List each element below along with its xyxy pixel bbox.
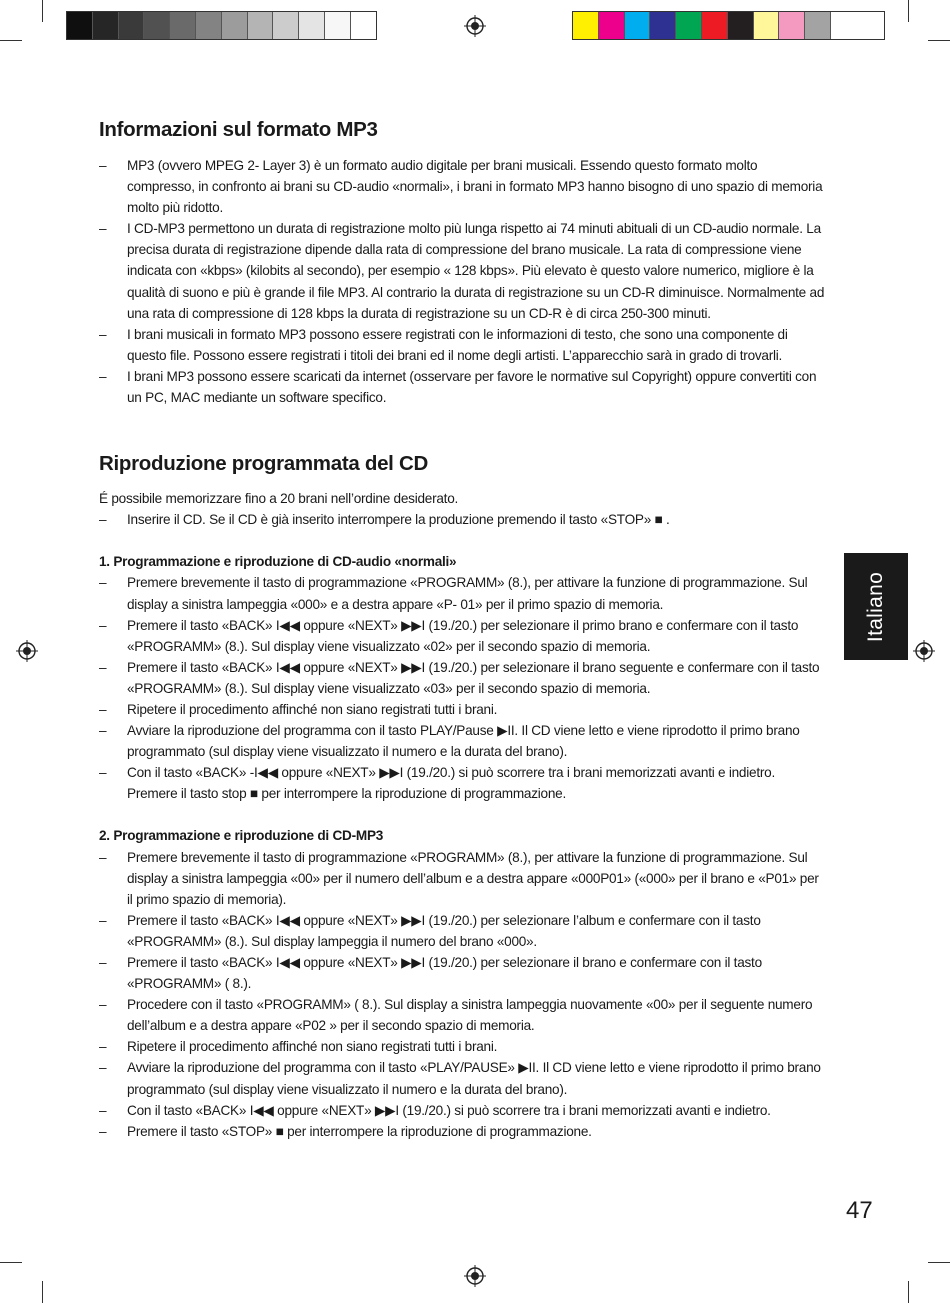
subsection-heading-cd-audio: 1. Programmazione e riproduzione di CD-audio «normali» (99, 554, 457, 570)
list-item (99, 952, 826, 994)
list-item-text: Premere il tasto «BACK» I◀◀ oppure «NEXT» ▶▶I (19./20.) per selezionare il brano e confermare con il tasto «PROGRAMM» ( 8.). (127, 955, 762, 992)
list-item (99, 218, 826, 323)
list-item-text: Ripetere il procedimento affinché non siano registrati tutti i brani. (127, 701, 498, 717)
mp3-info-list (99, 155, 826, 408)
list-item (99, 1100, 826, 1121)
registration-mark-icon (464, 1265, 486, 1287)
list-item (99, 762, 826, 804)
list-item-text: I CD-MP3 permettono un durata di registrazione molto più lunga rispetto ai 74 minuti abituali di un CD-audio normale. La precisa durata di registrazione dipende dalla rata di compressione del brano musicale. La rata di compressione viene indicata con «kbps» (kilobits al secondo), per esempio « 128 kbps». Più elevato è questo valore numerico, migliore è la qualità di suono e più è grande il file MP3. Al contrario la durata di registrazione su un CD-R diminuisce. Normalmente ad una rata di compressione di 128 kbps la durata di registrazione su un CD-R è di circa 250-300 minuti. (127, 221, 825, 321)
list-item (99, 910, 826, 952)
list-item (99, 847, 826, 910)
list-item-text: Inserire il CD. Se il CD è già inserito interrompere la produzione premendo il tasto «STOP» ■ . (127, 512, 670, 528)
gray-swatch (196, 12, 222, 39)
list-item-text: Con il tasto «BACK» I◀◀ oppure «NEXT» ▶▶I (19./20.) si può scorrere tra i brani memorizzati avanti e indietro. (127, 1102, 771, 1118)
cd-mp3-steps-list (99, 847, 826, 1142)
list-item-text: Premere il tasto «BACK» I◀◀ oppure «NEXT» ▶▶I (19./20.) per selezionare l’album e confermare con il tasto «PROGRAMM» (8.). Sul display lampeggia il numero del brano «000». (127, 912, 761, 949)
gray-swatch (299, 12, 325, 39)
list-item (99, 155, 826, 218)
language-tab-label: Italiano (864, 571, 887, 642)
color-swatch (805, 12, 831, 39)
list-dash: – (99, 765, 107, 781)
color-swatch (650, 12, 676, 39)
list-item (99, 509, 826, 530)
list-item-text: I brani musicali in formato MP3 possono essere registrati con le informazioni di testo, che sono una componente di questo file. Possono essere registrati i titoli dei brani ed il nome degli artisti. L’apparecchio sarà in grado di trovarli. (127, 326, 788, 363)
list-dash: – (99, 997, 107, 1013)
list-dash: – (99, 723, 107, 739)
list-item (99, 699, 826, 720)
list-item (99, 366, 826, 408)
crop-mark (908, 0, 909, 22)
gray-swatch (119, 12, 145, 39)
color-swatch (779, 12, 805, 39)
list-item-text: Premere il tasto «BACK» I◀◀ oppure «NEXT» ▶▶I (19./20.) per selezionare il primo brano e confermare con il tasto «PROGRAMM» (8.). Sul display viene visualizzato «02» per il secondo spazio di memoria. (127, 617, 799, 654)
color-swatch (573, 12, 599, 39)
gray-swatch (222, 12, 248, 39)
list-item (99, 1057, 826, 1099)
list-item-text: Ripetere il procedimento affinché non siano registrati tutti i brani. (127, 1039, 498, 1055)
color-swatch (702, 12, 728, 39)
list-dash: – (99, 221, 107, 237)
section-heading-programmed-playback: Riproduzione programmata del CD (99, 452, 428, 476)
crop-mark (928, 1262, 950, 1263)
crop-mark (908, 1281, 909, 1303)
list-dash: – (99, 912, 107, 928)
registration-mark-icon (464, 15, 486, 37)
list-item (99, 572, 826, 614)
list-item (99, 994, 826, 1036)
crop-mark (928, 40, 950, 41)
gray-swatch (67, 12, 93, 39)
list-dash: – (99, 1039, 107, 1055)
list-item-text: MP3 (ovvero MPEG 2- Layer 3) è un formato audio digitale per brani musicali. Essendo questo formato molto compresso, in confronto ai brani su CD-audio «normali», i brani in formato MP3 hanno bisogno di uno spazio di memoria molto più ridotto. (127, 158, 823, 216)
list-item-text: Avviare la riproduzione del programma con il tasto PLAY/Pause ▶II. Il CD viene letto e viene riprodotto il primo brano programmato (sul display viene visualizzato il numero e la durata del brano). (127, 723, 800, 760)
list-item (99, 657, 826, 699)
list-item-text: I brani MP3 possono essere scaricati da internet (osservare per favore le normative sul Copyright) oppure convertiti con un PC, MAC mediante un software specifico. (127, 368, 817, 406)
cd-audio-steps-list (99, 572, 826, 804)
registration-mark-icon (16, 640, 38, 662)
crop-mark (0, 1262, 22, 1263)
list-item-text: Procedere con il tasto «PROGRAMM» ( 8.). Sul display a sinistra lampeggia nuovamente «00» per il seguente numero dell’album e a destra appare «P02 » per il secondo spazio di memoria. (127, 997, 813, 1034)
registration-mark-icon (913, 640, 935, 662)
list-item (99, 1036, 826, 1057)
color-swatch (754, 12, 780, 39)
list-dash: – (99, 1060, 107, 1076)
list-dash: – (99, 659, 107, 675)
gray-swatch (325, 12, 351, 39)
list-dash: – (99, 158, 107, 173)
gray-swatch (93, 12, 119, 39)
gray-swatch (144, 12, 170, 39)
grayscale-calibration-bar (66, 11, 377, 40)
list-item (99, 1121, 826, 1142)
list-item-text: Premere brevemente il tasto di programmazione «PROGRAMM» (8.), per attivare la funzione di programmazione. Sul display a sinistra lampeggia «00» per il numero dell’album e a destra appare «000P01» («000» per il brano e «P01» per il primo spazio di memoria). (127, 849, 819, 907)
list-item-text: Con il tasto «BACK» -I◀◀ oppure «NEXT» ▶▶I (19./20.) si può scorrere tra i brani memorizzati avanti e indietro. Premere il tasto stop ■ per interrompere la riproduzione di programmazione. (127, 765, 775, 802)
list-dash: – (99, 512, 107, 528)
list-dash: – (99, 617, 107, 633)
page-number: 47 (846, 1197, 873, 1224)
gray-swatch (273, 12, 299, 39)
list-item-text: Premere brevemente il tasto di programmazione «PROGRAMM» (8.), per attivare la funzione di programmazione. Sul display a sinistra lampeggia «000» e a destra appare «P- 01» per il primo spazio di memoria. (127, 575, 808, 612)
insert-cd-list (99, 509, 826, 530)
page-content (99, 118, 826, 1142)
list-item-text: Avviare la riproduzione del programma con il tasto «PLAY/PAUSE» ▶II. Il CD viene letto e viene riprodotto il primo brano programmato (sul display viene visualizzato il numero e la durata del brano). (127, 1060, 821, 1097)
list-dash: – (99, 1123, 107, 1139)
subsection-heading-cd-mp3: 2. Programmazione e riproduzione di CD-MP3 (99, 828, 384, 844)
color-calibration-bar (572, 11, 885, 40)
language-tab (844, 553, 908, 660)
list-dash: – (99, 326, 107, 342)
color-swatch (599, 12, 625, 39)
color-swatch (625, 12, 651, 39)
color-swatch (676, 12, 702, 39)
list-item (99, 324, 826, 366)
list-dash: – (99, 849, 107, 865)
crop-mark (42, 0, 43, 22)
list-dash: – (99, 1102, 107, 1118)
gray-swatch (170, 12, 196, 39)
list-item (99, 720, 826, 762)
list-dash: – (99, 701, 107, 717)
color-swatch (728, 12, 754, 39)
list-item-text: Premere il tasto «BACK» I◀◀ oppure «NEXT» ▶▶I (19./20.) per selezionare il brano seguente e confermare con il tasto «PROGRAMM» (8.). Sul display viene visualizzato «03» per il secondo spazio di memoria. (127, 659, 820, 696)
list-item (99, 615, 826, 657)
crop-mark (42, 1281, 43, 1303)
gray-swatch (248, 12, 274, 39)
section-heading-mp3-format: Informazioni sul formato MP3 (99, 118, 378, 141)
list-dash: – (99, 955, 107, 970)
crop-mark (0, 40, 22, 41)
list-dash: – (99, 368, 107, 384)
list-dash: – (99, 575, 107, 591)
list-item-text: Premere il tasto «STOP» ■ per interrompere la riproduzione di programmazione. (127, 1123, 592, 1139)
intro-text: É possibile memorizzare fino a 20 brani nell’ordine desiderato. (99, 491, 459, 507)
